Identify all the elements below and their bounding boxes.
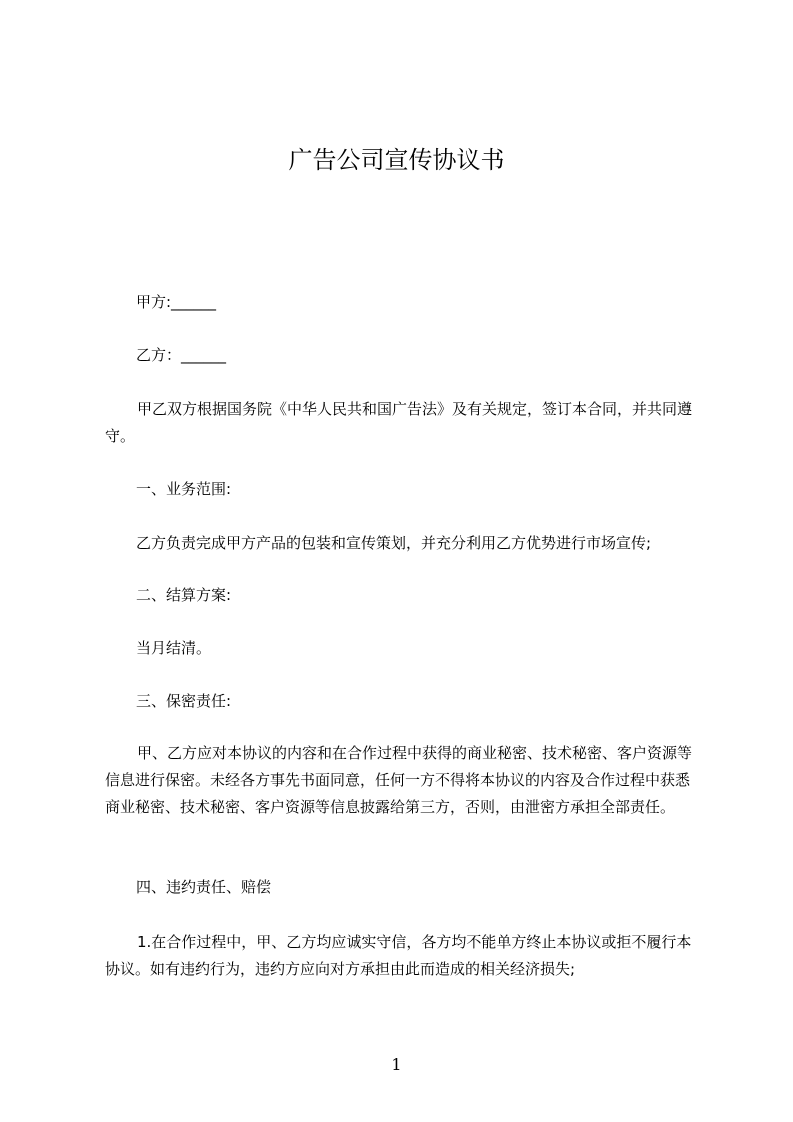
section-body-confidentiality: 甲、乙方应对本协议的内容和在合作过程中获得的商业秘密、技术秘密、客户资源等信息进行保密。未经各方事先书面同意，任何一方不得将本协议的内容及合作过程中获悉商业秘密、技术秘密、客户资源等信息披露给第三方，否则，由泄密方承担全部责任。 bbox=[105, 744, 693, 816]
section-heading-settlement: 二、结算方案: bbox=[136, 586, 232, 604]
section-heading-liability: 四、违约责任、赔偿 bbox=[136, 878, 272, 896]
intro-paragraph: 甲乙双方根据国务院《中华人民共和国广告法》及有关规定，签订本合同，并共同遵守。 bbox=[105, 400, 693, 445]
section-heading-confidentiality: 三、保密责任: bbox=[136, 692, 232, 710]
section-heading-scope: 一、业务范围: bbox=[136, 480, 232, 498]
section-body-settlement: 当月结清。 bbox=[136, 639, 212, 657]
section-item-liability-1: 1.在合作过程中，甲、乙方均应诚实守信，各方均不能单方终止本协议或拒不履行本协议。如有违约行为，违约方应向对方承担由此而造成的相关经济损失; bbox=[105, 933, 692, 978]
page-number: 1 bbox=[391, 1055, 402, 1074]
document-title: 广告公司宣传协议书 bbox=[288, 146, 505, 174]
party-b-line: 乙方：______ bbox=[136, 346, 227, 364]
party-a-line: 甲方:______ bbox=[136, 293, 217, 311]
section-body-scope: 乙方负责完成甲方产品的包装和宣传策划，并充分利用乙方优势进行市场宣传; bbox=[136, 534, 652, 552]
